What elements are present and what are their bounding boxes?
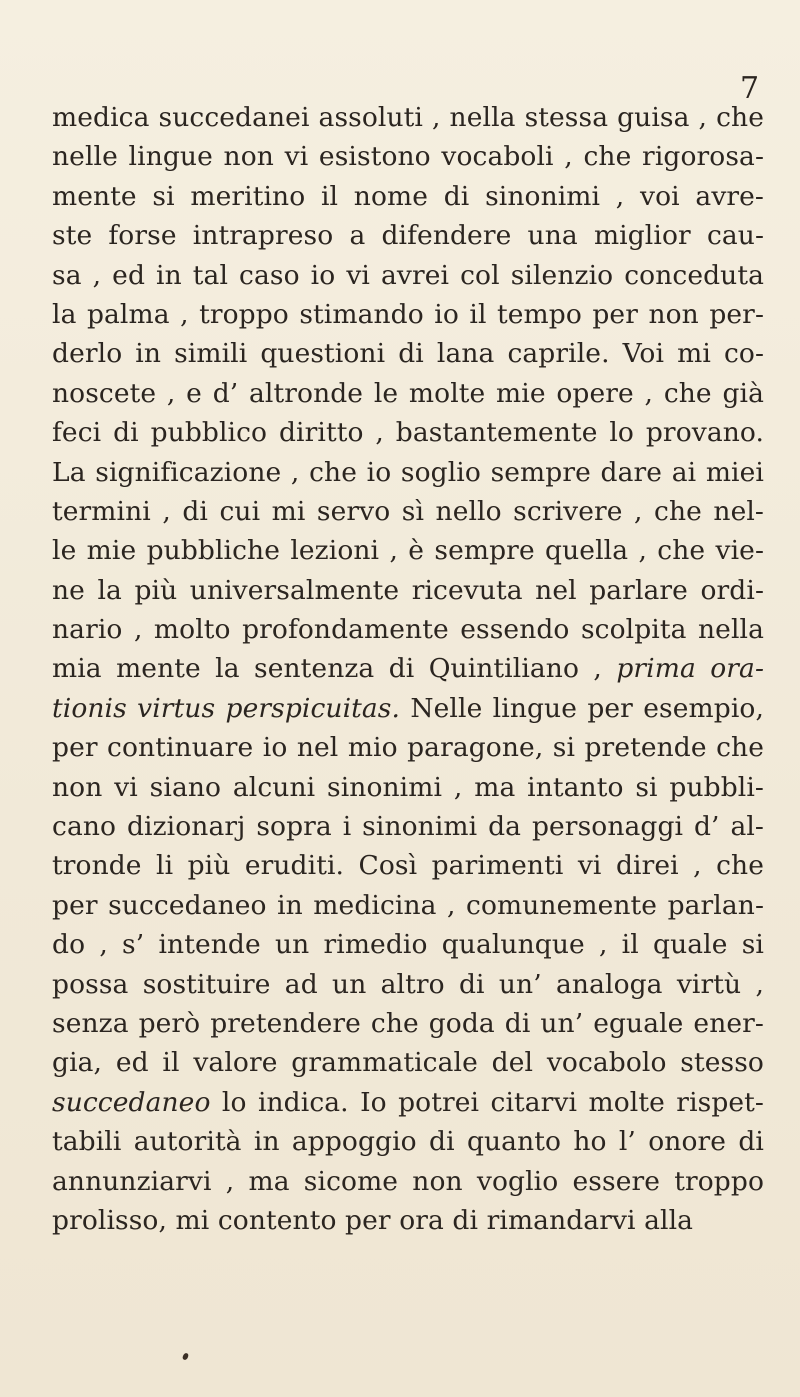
line-text: senza però pretendere che goda di un’ eguale ener- bbox=[52, 1007, 764, 1039]
text-line bbox=[52, 689, 764, 728]
text-line bbox=[52, 177, 764, 216]
text-line bbox=[52, 807, 764, 846]
line-text: termini , di cui mi servo sì nello scrivere , che nel- bbox=[52, 495, 764, 527]
text-line bbox=[52, 216, 764, 255]
text-line bbox=[52, 610, 764, 649]
line-text: tronde li più eruditi. Così parimenti vi direi , che bbox=[52, 850, 764, 882]
text-line bbox=[52, 965, 764, 1004]
line-text: nelle lingue non vi esistono vocaboli , che rigorosa- bbox=[52, 141, 764, 173]
text-line bbox=[52, 1004, 764, 1043]
text-line bbox=[52, 925, 764, 964]
text-line bbox=[52, 1122, 764, 1161]
text-line bbox=[52, 453, 764, 492]
text-line bbox=[52, 413, 764, 452]
text-line bbox=[52, 728, 764, 767]
text-line bbox=[52, 846, 764, 885]
line-text: nario , molto profondamente essendo scolpita nella bbox=[52, 614, 764, 646]
line-text: per succedaneo in medicina , comunemente parlan- bbox=[52, 889, 764, 921]
body-text bbox=[52, 98, 764, 1240]
ink-speck bbox=[182, 1352, 189, 1360]
text-line bbox=[52, 886, 764, 925]
text-line bbox=[52, 492, 764, 531]
line-text: lo indica. Io potrei citarvi molte rispet- bbox=[210, 1086, 764, 1118]
line-text: mente si meritino il nome di sinonimi , voi avre- bbox=[52, 180, 764, 212]
line-text: per continuare io nel mio paragone, si pretende che bbox=[52, 732, 764, 764]
text-line bbox=[52, 531, 764, 570]
line-text: sa , ed in tal caso io vi avrei col silenzio conceduta bbox=[52, 259, 764, 291]
text-line bbox=[52, 1201, 764, 1240]
line-text: gia, ed il valore grammaticale del vocabolo stesso bbox=[52, 1047, 764, 1079]
line-text: tabili autorità in appoggio di quanto ho l’ onore di bbox=[52, 1126, 764, 1158]
text-line bbox=[52, 768, 764, 807]
text-line bbox=[52, 649, 764, 688]
line-text: cano dizionarj sopra i sinonimi da personaggi d’ al- bbox=[52, 811, 764, 843]
text-line bbox=[52, 1162, 764, 1201]
text-line bbox=[52, 295, 764, 334]
text-line bbox=[52, 334, 764, 373]
text-line bbox=[52, 374, 764, 413]
line-text: la palma , troppo stimando io il tempo per non per- bbox=[52, 298, 764, 330]
text-line bbox=[52, 256, 764, 295]
text-line bbox=[52, 137, 764, 176]
italic-text: prima ora- bbox=[616, 653, 764, 685]
line-text: Nelle lingue per esempio, bbox=[400, 692, 764, 724]
line-text: medica succedanei assoluti , nella stessa guisa , che bbox=[52, 102, 764, 133]
line-text: annunziarvi , ma sicome non voglio essere troppo bbox=[52, 1165, 764, 1197]
line-text: possa sostituire ad un altro di un’ analoga virtù , bbox=[52, 968, 764, 1000]
line-text: feci di pubblico diritto , bastantemente lo provano. bbox=[52, 417, 764, 449]
italic-text: tionis virtus perspicuitas. bbox=[52, 692, 401, 724]
line-text: mia mente la sentenza di Quintiliano , bbox=[52, 653, 617, 685]
line-text: le mie pubbliche lezioni , è sempre quella , che vie- bbox=[52, 535, 764, 567]
text-line bbox=[52, 1083, 764, 1122]
line-text: do , s’ intende un rimedio qualunque , il quale si bbox=[52, 929, 764, 961]
line-text: La significazione , che io soglio sempre dare ai miei bbox=[52, 456, 764, 488]
line-text: noscete , e d’ altronde le molte mie opere , che già bbox=[52, 377, 764, 409]
line-text: ne la più universalmente ricevuta nel parlare ordi- bbox=[52, 574, 764, 606]
line-text: derlo in simili questioni di lana caprile. Voi mi co- bbox=[52, 338, 764, 370]
line-text: ste forse intrapreso a difendere una miglior cau- bbox=[52, 220, 764, 252]
text-line bbox=[52, 571, 764, 610]
italic-text: succedaneo bbox=[52, 1086, 211, 1118]
text-line bbox=[52, 1043, 764, 1082]
line-text: prolisso, mi contento per ora di rimandarvi alla bbox=[52, 1204, 694, 1236]
text-line bbox=[52, 98, 764, 137]
page-number: 7 bbox=[740, 71, 760, 106]
line-text: non vi siano alcuni sinonimi , ma intanto si pubbli- bbox=[52, 771, 764, 803]
